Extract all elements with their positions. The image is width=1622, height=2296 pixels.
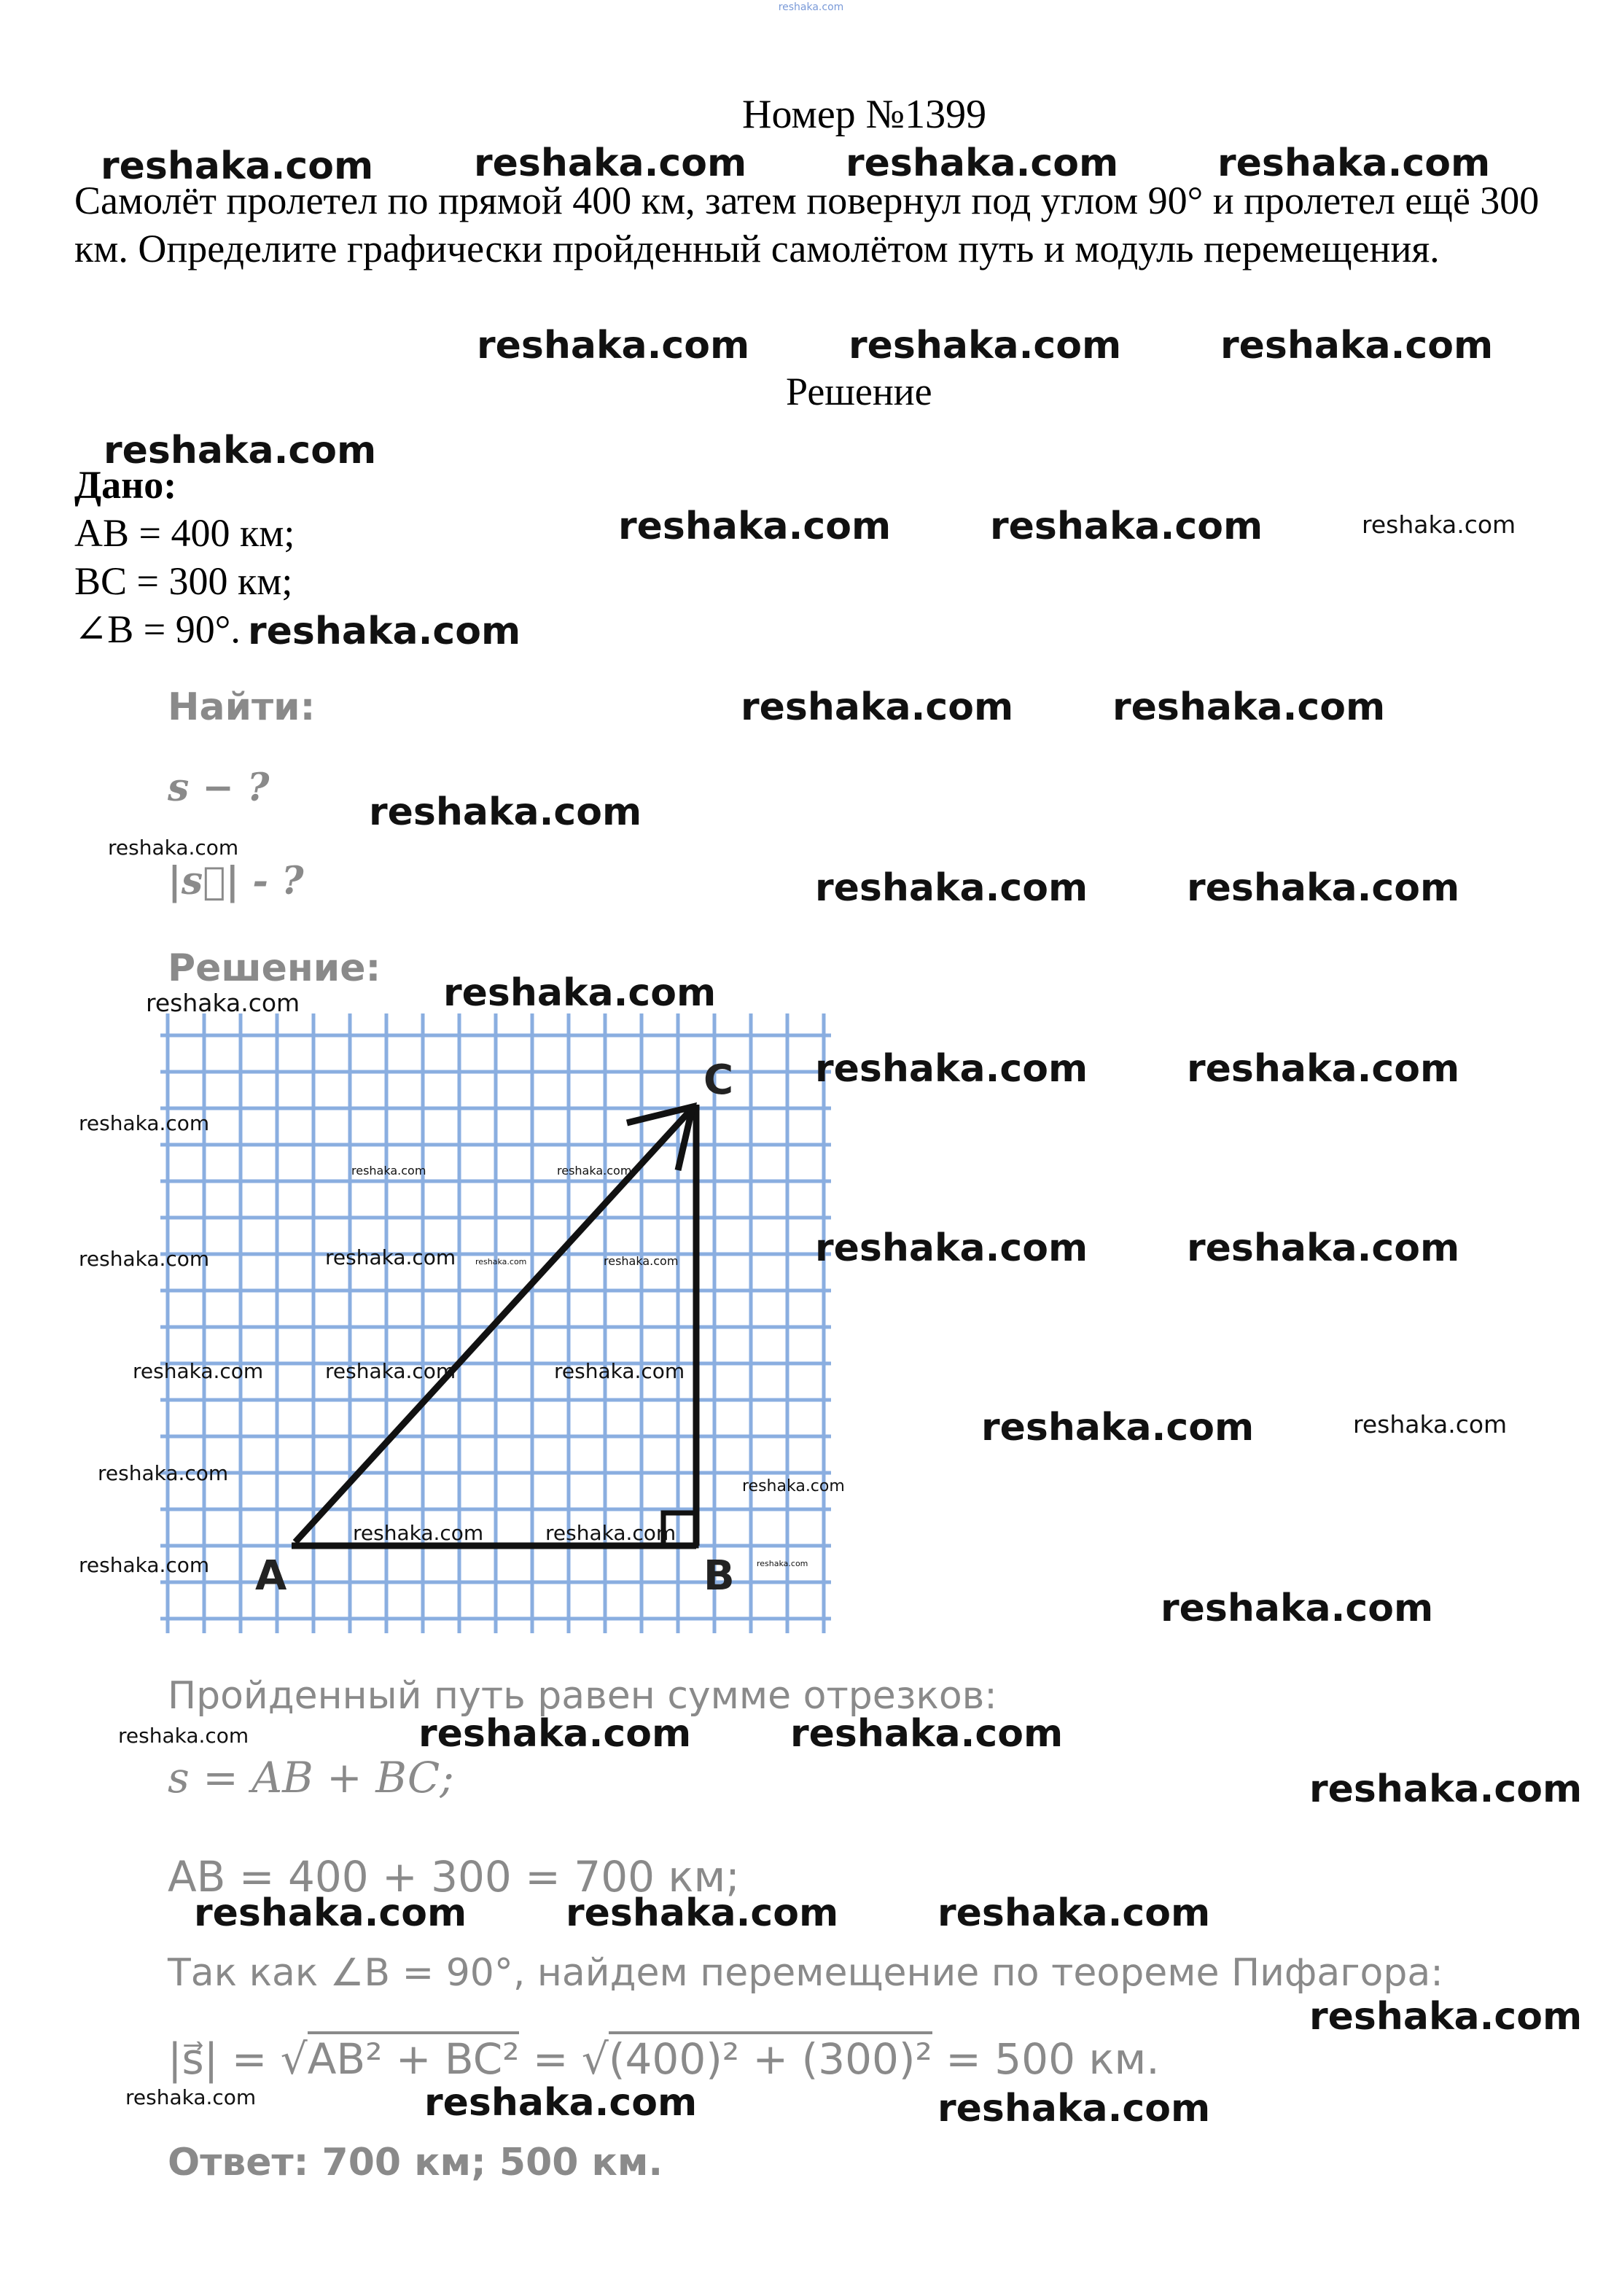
watermark: reshaka.com <box>79 1553 210 1577</box>
watermark: reshaka.com <box>351 1164 426 1178</box>
watermark: reshaka.com <box>1309 1995 1583 2039</box>
path-sentence: Пройденный путь равен сумме отрезков: <box>168 1674 997 1718</box>
formula3-right: = 500 км. <box>932 2034 1160 2084</box>
watermark: reshaka.com <box>118 1724 249 1748</box>
watermark: reshaka.com <box>741 685 1014 729</box>
pythagoras-sentence: Так как ∠B = 90°, найдем перемещение по теореме Пифагора: <box>168 1951 1443 1995</box>
formula3-left: |s⃗| = √ <box>168 2034 308 2084</box>
page-title: Номер №1399 <box>742 92 987 137</box>
watermark: reshaka.com <box>108 836 239 860</box>
point-b-label: B <box>703 1552 735 1600</box>
watermark: reshaka.com <box>618 505 892 548</box>
watermark: reshaka.com <box>1353 1410 1508 1439</box>
watermark: reshaka.com <box>79 1247 210 1271</box>
watermark: reshaka.com <box>443 971 717 1015</box>
watermark: reshaka.com <box>418 1712 692 1756</box>
find-path: s − ? <box>168 766 270 810</box>
watermark: reshaka.com <box>1362 510 1516 539</box>
watermark: reshaka.com <box>742 1477 845 1495</box>
watermark: reshaka.com <box>104 429 377 472</box>
watermark: reshaka.com <box>125 2085 257 2109</box>
answer: Ответ: 700 км; 500 км. <box>168 2141 663 2184</box>
formula-displacement <box>168 2034 1160 2084</box>
watermark: reshaka.com <box>475 1257 527 1266</box>
triangle-figure <box>160 1013 831 1633</box>
watermark: reshaka.com <box>1309 1767 1583 1811</box>
watermark: reshaka.com <box>937 1891 1211 1935</box>
formula3-mid: = √ <box>519 2034 609 2084</box>
watermark: reshaka.com <box>325 1359 456 1383</box>
watermark: reshaka.com <box>194 1891 467 1935</box>
watermark: reshaka.com <box>815 1047 1088 1091</box>
watermark: reshaka.com <box>146 989 300 1017</box>
watermark: reshaka.com <box>1187 1047 1460 1091</box>
formula3-radicand1: AB² + BC² <box>308 2031 520 2084</box>
watermark: reshaka.com <box>1187 866 1460 910</box>
given-line-bc: BC = 300 км; <box>74 559 293 603</box>
given-line-ab: AB = 400 км; <box>74 511 295 555</box>
watermark: reshaka.com <box>1217 141 1491 185</box>
watermark: reshaka.com <box>101 144 374 188</box>
formula-sum-text: AB = 400 + 300 = 700 км; <box>168 1852 740 1902</box>
watermark: reshaka.com <box>369 790 642 834</box>
watermark: reshaka.com <box>604 1254 679 1268</box>
solution-heading: Решение <box>786 370 932 413</box>
watermark: reshaka.com <box>248 610 521 653</box>
triangle-grid-svg <box>160 1013 831 1633</box>
point-c-label: C <box>703 1056 734 1104</box>
find-displacement: |s⃗| - ? <box>168 859 304 903</box>
formula-path: s = AB + BC; <box>168 1753 454 1802</box>
watermark: reshaka.com <box>325 1245 456 1269</box>
watermark: reshaka.com <box>1112 685 1386 729</box>
watermark: reshaka.com <box>937 2087 1211 2130</box>
given-label: Дано: <box>74 463 177 507</box>
watermark: reshaka.com <box>1220 324 1494 367</box>
watermark: reshaka.com <box>815 866 1088 910</box>
watermark: reshaka.com <box>1187 1226 1460 1270</box>
given-line-angle: ∠B = 90°. <box>74 607 241 651</box>
watermark: reshaka.com <box>981 1406 1255 1449</box>
watermark: reshaka.com <box>353 1521 484 1545</box>
watermark: reshaka.com <box>846 141 1119 185</box>
watermark: reshaka.com <box>990 505 1263 548</box>
watermark: reshaka.com <box>98 1461 229 1485</box>
watermark: reshaka.com <box>424 2081 698 2125</box>
watermark: reshaka.com <box>790 1712 1064 1756</box>
watermark: reshaka.com <box>849 324 1122 367</box>
watermark: reshaka.com <box>815 1226 1088 1270</box>
solution-label: Решение: <box>168 946 381 990</box>
watermark: reshaka.com <box>133 1359 264 1383</box>
watermark: reshaka.com <box>757 1559 808 1568</box>
watermark: reshaka.com <box>474 141 747 185</box>
watermark: reshaka.com <box>566 1891 839 1935</box>
problem-text: Самолёт пролетел по прямой 400 км, затем повернул под углом 90° и пролетел ещё 300 км. Определите графически пройденный самолётом путь и модуль перемещения. <box>74 179 1540 271</box>
formula3-radicand2: (400)² + (300)² <box>609 2031 932 2084</box>
watermark: reshaka.com <box>557 1164 632 1178</box>
watermark: reshaka.com <box>545 1521 677 1545</box>
watermark: reshaka.com <box>554 1359 685 1383</box>
top-link[interactable]: reshaka.com <box>778 1 844 13</box>
point-a-label: A <box>255 1552 287 1600</box>
find-label: Найти: <box>168 685 316 729</box>
watermark: reshaka.com <box>477 324 750 367</box>
watermark: reshaka.com <box>79 1111 210 1135</box>
watermark: reshaka.com <box>1161 1587 1434 1630</box>
